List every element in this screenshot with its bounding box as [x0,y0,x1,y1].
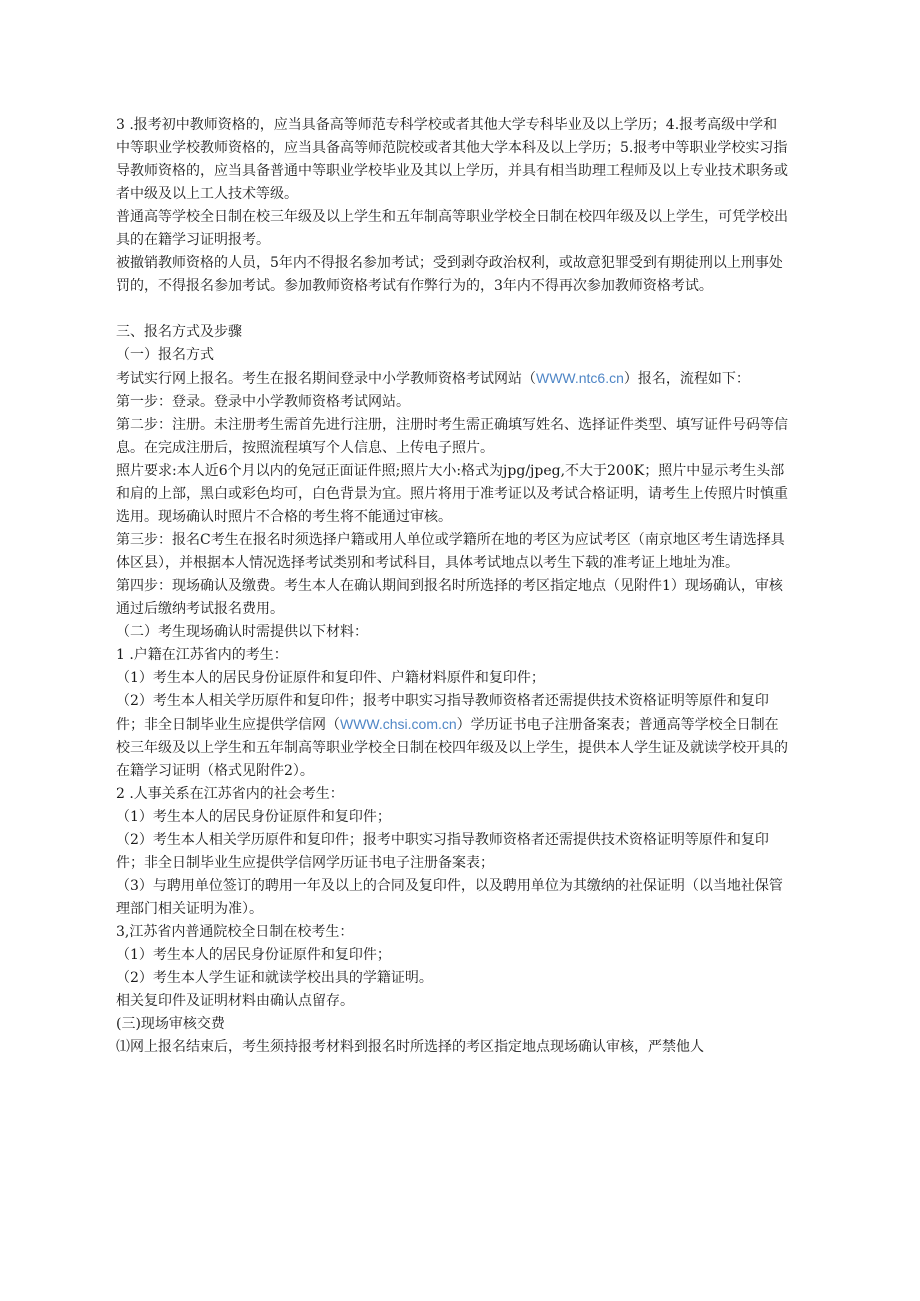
text: ）学历证书电子注册备案表；普通高等学校全日制在校三年级及以上学生和五年制高等职业学校全日制在校四年级及以上学生，提供本人学生证及就读学校开具的在籍学习证明（格式见附件2）。 [116,717,788,779]
paragraph-copies-retained: 相关复印件及证明材料由确认点留存。 [116,993,354,1009]
blank-line [116,298,788,321]
paragraph-online-registration [116,367,788,391]
subheading-registration-method: （一）报名方式 [116,347,214,363]
ntc-website-link[interactable]: WWW.ntc6.cn [536,370,624,386]
step-4-confirm-and-pay: 第四步：现场确认及缴费。考生本人在确认期间到报名时所选择的考区指定地点（见附件1）现场确认，审核通过后缴纳考试报名费用。 [116,578,783,617]
subheading-required-materials: （二）考生现场确认时需提供以下材料： [116,624,368,640]
text: 考试实行网上报名。考生在报名期间登录中小学教师资格考试网站（ [116,371,536,387]
document-body [116,114,788,1059]
subheading-onsite-review: (三)现场审核交费 [116,1016,225,1032]
materials-students-heading: 3,江苏省内普通院校全日制在校考生： [116,924,354,940]
materials-social-item-3: （3）与聘用单位签订的聘用一年及以上的合同及复印件，以及聘用单位为其缴纳的社保证明（以当地社保管理部门相关证明为准）。 [116,878,783,917]
paragraph-onsite-review-1: ⑴网上报名结束后，考生须持报考材料到报名时所选择的考区指定地点现场确认审核，严禁他人 [116,1039,704,1055]
text: （2）考生本人相关学历原件和复印件；报考中职实习指导教师资格者还需提供技术资格证明等原件和复印件；非全日制毕业生应提供学信网（ [116,693,769,733]
materials-residents-heading: 1 .户籍在江苏省内的考生： [116,647,288,663]
materials-students-item-1: （1）考生本人的居民身份证原件和复印件； [116,947,391,963]
materials-social-item-1: （1）考生本人的居民身份证原件和复印件； [116,809,391,825]
step-3-apply: 第三步：报名C考生在报名时须选择户籍或用人单位或学籍所在地的考区为应试考区（南京地区考生请选择具体区县），并根据本人情况选择考试类别和考试科目，具体考试地点以考生下载的准考证上地址为准。 [116,532,785,571]
paragraph-disqualification: 被撤销教师资格的人员，5年内不得报名参加考试；受到剥夺政治权利，或故意犯罪受到有期徒刑以上刑事处罚的，不得报名参加考试。参加教师资格考试有作弊行为的，3年内不得再次参加教师资格考试。 [116,255,783,294]
photo-requirements: 照片要求:本人近6个月以内的免冠正面证件照;照片大小:格式为jpg/jpeg,不大于200K；照片中显示考生头部和肩的上部，黑白或彩色均可，白色背景为宜。照片将用于准考证以及考试合格证明，请考生上传照片时慎重选用。现场确认时照片不合格的考生将不能通过审核。 [116,463,788,525]
step-2-register: 第二步：注册。未注册考生需首先进行注册，注册时考生需正确填写姓名、选择证件类型、填写证件号码等信息。在完成注册后，按照流程填写个人信息、上传电子照片。 [116,417,788,456]
step-1-login: 第一步：登录。登录中小学教师资格考试网站。 [116,394,410,410]
materials-students-item-2: （2）考生本人学生证和就读学校出具的学籍证明。 [116,970,433,986]
chsi-website-link[interactable]: WWW.chsi.com.cn [340,716,457,732]
text: ）报名，流程如下： [623,371,750,387]
paragraph-education-requirements: 3 .报考初中教师资格的，应当具备高等师范专科学校或者其他大学专科毕业及以上学历；4.报考高级中学和中等职业学校教师资格的，应当具备高等师范院校或者其他大学本科及以上学历；5.报考中等职业学校实习指导教师资格的，应当具备普通中等职业学校毕业及其以上学历，并具有相当助理工程师及以上专业技术职务或者中级及以上工人技术等级。 [116,117,788,202]
materials-social-heading: 2 .人事关系在江苏省内的社会考生： [116,786,344,802]
paragraph-student-eligibility: 普通高等学校全日制在校三年级及以上学生和五年制高等职业学校全日制在校四年级及以上学生，可凭学校出具的在籍学习证明报考。 [116,209,788,248]
materials-residents-item-1: （1）考生本人的居民身份证原件和复印件、户籍材料原件和复印件； [116,670,545,686]
materials-social-item-2: （2）考生本人相关学历原件和复印件；报考中职实习指导教师资格者还需提供技术资格证明等原件和复印件；非全日制毕业生应提供学信网学历证书电子注册备案表； [116,832,769,871]
section-heading-registration: 三、报名方式及步骤 [116,324,242,340]
materials-residents-item-2 [116,690,788,783]
